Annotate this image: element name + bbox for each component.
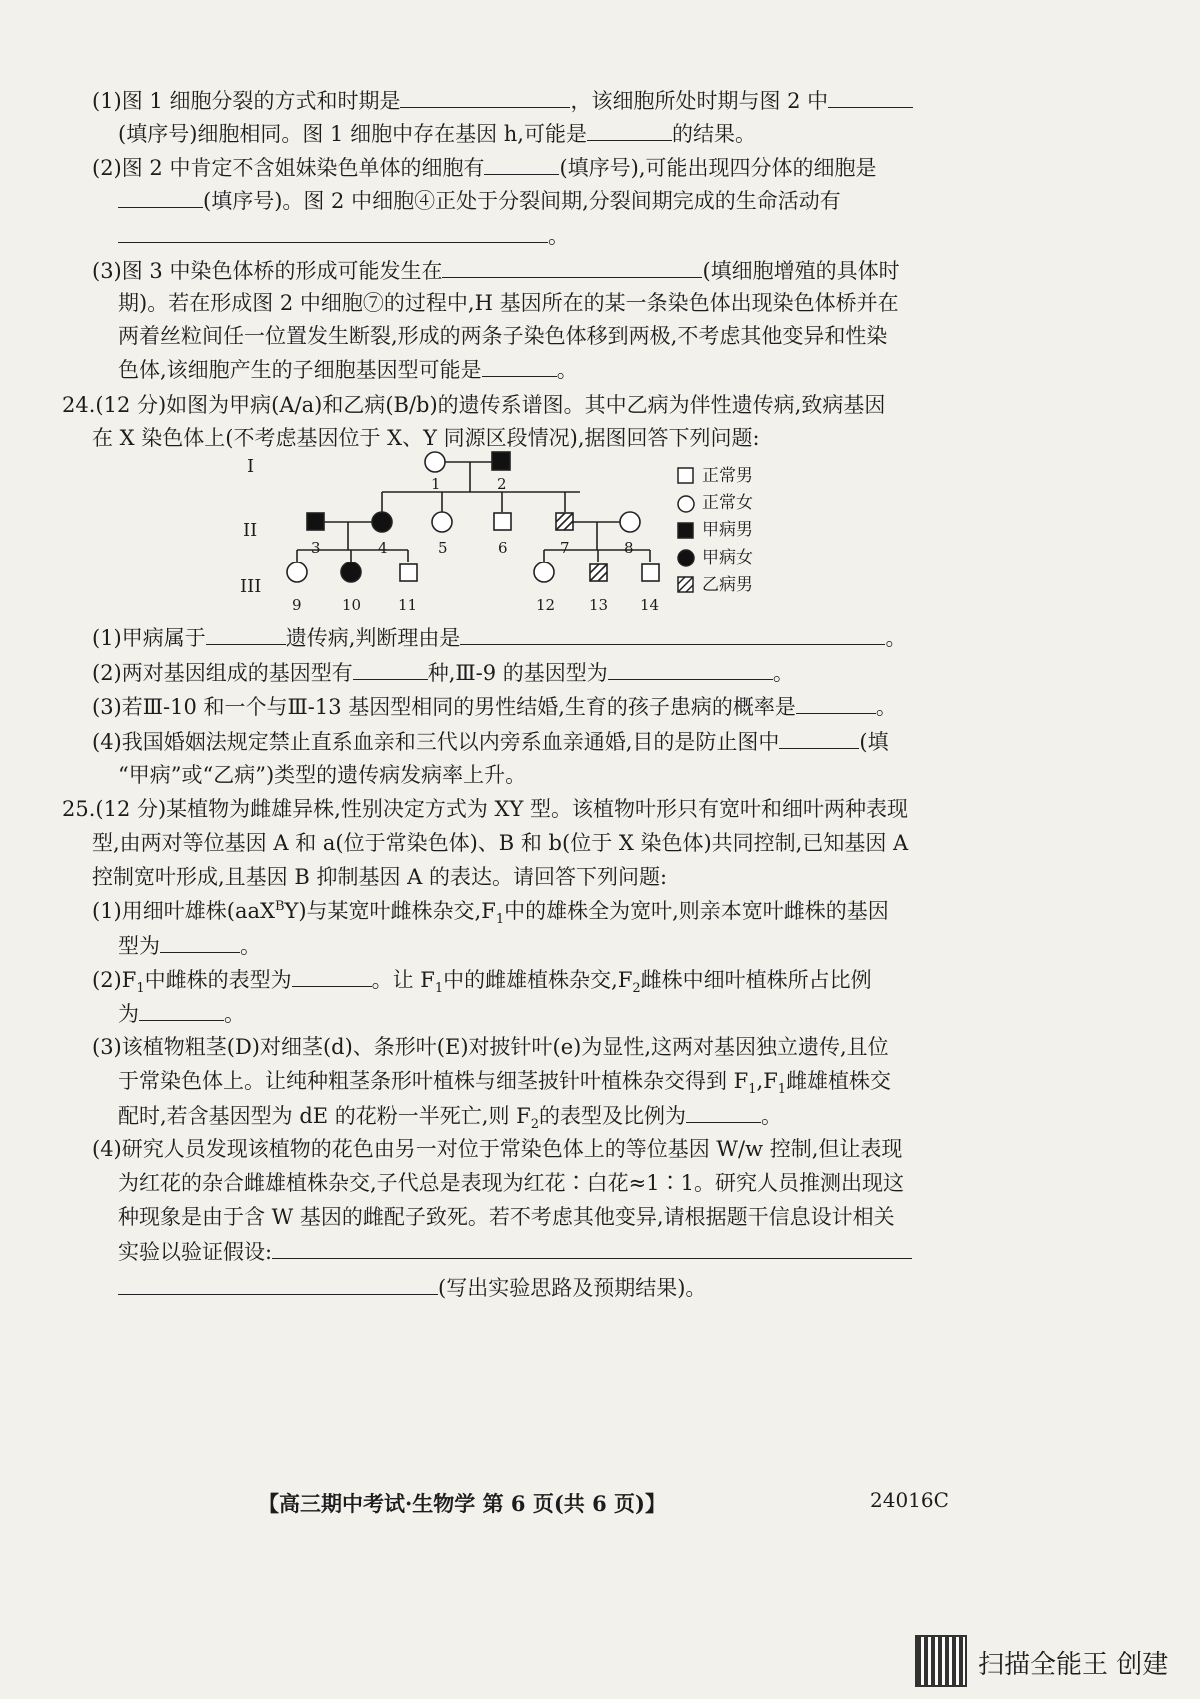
q25-sub-3-cont-1: 于常染色体上。让纯种粗茎条形叶植株与细茎披针叶植株杂交得到 $F_1,F_1$雌雄植株交 — [118, 1069, 892, 1098]
ind-label: 4 — [378, 539, 388, 557]
ind-label: 12 — [536, 596, 556, 614]
ind-label: 7 — [560, 539, 570, 557]
individual-III-9 — [287, 562, 307, 582]
individual-II-8 — [620, 512, 640, 532]
q25-sub-1-cont: 型为 。 — [118, 930, 261, 961]
individual-II-6 — [494, 513, 511, 530]
q24-sub-1: (1)甲病属于 遗传病,判断理由是 。 — [92, 622, 906, 653]
q23-line-5: 。 — [118, 220, 569, 251]
q23-line-7: 期)。若在形成图 2 中细胞⑦的过程中,H 基因所在的某一条染色体出现染色体桥并在 — [118, 291, 899, 315]
q24-intro-2: 在 X 染色体上(不考虑基因位于 X、Y 同源区段情况),据图回答下列问题: — [92, 426, 760, 450]
q25-intro-2: 型,由两对等位基因 A 和 a(位于常染色体)、B 和 b(位于 X 染色体)共同控制,已知基因 A — [92, 831, 909, 855]
q23-line-1: (1)图 1 细胞分裂的方式和时期是 ，该细胞所处时期与图 2 中 — [92, 85, 913, 116]
ind-label: 1 — [431, 475, 441, 493]
q23-line-3: (2)图 2 中肯定不含姐妹染色单体的细胞有 (填序号),可能出现四分体的细胞是 — [92, 152, 877, 183]
q25-sub-3-cont-2: 配时,若含基因型为 dE 的花粉一半死亡,则 $F_2$的表型及比例为 。 — [118, 1100, 782, 1131]
legend-a-male-icon — [678, 523, 693, 538]
q23-line-9: 色体,该细胞产生的子细胞基因型可能是 。 — [118, 354, 578, 385]
ind-label: 14 — [640, 596, 660, 614]
q24-intro-1: 24.(12 分)如图为甲病(A/a)和乙病(B/b)的遗传系谱图。其中乙病为伴性遗传病,致病基因 — [62, 393, 886, 417]
individual-II-5 — [432, 512, 452, 532]
q25-sub-4-cont-3: 实验以验证假设: — [118, 1236, 912, 1267]
q25-sub-2: $(2)F_1$中雌株的表型为 。让 $F_1$中的雌雄植株杂交$,F_2$雌株中细叶植株所占比例 — [92, 964, 872, 995]
legend-label: 甲病女 — [702, 548, 753, 568]
individual-III-14 — [642, 564, 659, 581]
page-footer: 【高三期中考试·生物学 第 6 页(共 6 页)】 — [258, 1491, 666, 1516]
q24-sub-3: (3)若Ⅲ-10 和一个与Ⅲ-13 基因型相同的男性结婚,生育的孩子患病的概率是 。 — [92, 691, 897, 722]
legend-normal-female-icon — [678, 496, 694, 512]
ind-label: 10 — [342, 596, 362, 614]
gen-label-III: III — [240, 576, 262, 597]
legend-label: 甲病男 — [702, 520, 753, 540]
legend-symbols — [676, 466, 696, 606]
q25-sub-4-cont-2: 种现象是由于含 W 基因的雌配子致死。若不考虑其他变异,请根据题干信息设计相关 — [118, 1205, 895, 1229]
q24-sub-4-cont: “甲病”或“乙病”)类型的遗传病发病率上升。 — [118, 763, 527, 787]
ind-label: 5 — [438, 539, 448, 557]
q25-sub-2-cont: 为 。 — [118, 998, 245, 1029]
legend-a-female-icon — [678, 550, 694, 566]
q23-line-8: 两着丝粒间任一位置发生断裂,形成的两条子染色体移到两极,不考虑其他变异和性染 — [118, 324, 888, 348]
ind-label: 11 — [398, 596, 418, 614]
individual-III-11 — [400, 564, 417, 581]
ind-label: 8 — [624, 539, 634, 557]
gen-label-I: I — [247, 456, 255, 477]
ind-label: 13 — [589, 596, 609, 614]
qr-code-icon — [915, 1635, 967, 1687]
q25-sub-3: (3)该植物粗茎(D)对细茎(d)、条形叶(E)对披针叶(e)为显性,这两对基因独立遗传,且位 — [92, 1035, 889, 1059]
q25-sub-4-cont-1: 为红花的杂合雌雄植株杂交,子代总是表现为红花∶白花≈1∶1。研究人员推测出现这 — [118, 1171, 904, 1195]
legend-label: 正常女 — [702, 493, 753, 513]
gen-label-II: II — [243, 520, 258, 541]
legend-normal-male-icon — [678, 468, 693, 483]
legend-label: 正常男 — [702, 466, 753, 486]
scanner-watermark: 扫描全能王 创建 — [978, 1650, 1169, 1680]
q24-sub-4: (4)我国婚姻法规定禁止直系血亲和三代以内旁系血亲通婚,目的是防止图中 (填 — [92, 726, 889, 757]
q23-line-2: (填序号)细胞相同。图 1 细胞中存在基因 h,可能是 的结果。 — [118, 118, 756, 149]
individual-III-12 — [534, 562, 554, 582]
q25-intro-1: 25.(12 分)某植物为雌雄异株,性别决定方式为 XY 型。该植物叶形只有宽叶和细叶两种表现 — [62, 797, 909, 821]
ind-label: 2 — [497, 475, 507, 493]
q23-line-4: (填序号)。图 2 中细胞④正处于分裂间期,分裂间期完成的生命活动有 — [118, 185, 841, 216]
ind-label: 6 — [498, 539, 508, 557]
legend-label: 乙病男 — [702, 575, 753, 595]
individual-I-2 — [492, 452, 510, 470]
q24-sub-2: (2)两对基因组成的基因型有 种,Ⅲ-9 的基因型为 。 — [92, 657, 794, 688]
ind-label: 3 — [311, 539, 321, 557]
individual-II-3 — [307, 513, 324, 530]
q23-line-6: (3)图 3 中染色体桥的形成可能发生在 (填细胞增殖的具体时 — [92, 255, 900, 286]
individual-III-10 — [341, 562, 361, 582]
q25-sub-1: (1)用细叶雄株(aaX$^B$Y)与某宽叶雌株杂交$,F_1$中的雄株全为宽叶,则亲本宽叶雌株的基因 — [92, 899, 889, 928]
q25-intro-3: 控制宽叶形成,且基因 B 抑制基因 A 的表达。请回答下列问题: — [92, 865, 668, 889]
exam-code: 24016C — [870, 1488, 949, 1512]
q25-sub-4-cont-4: (写出实验思路及预期结果)。 — [118, 1272, 706, 1303]
individual-II-4 — [372, 512, 392, 532]
ind-label: 9 — [292, 596, 302, 614]
q25-sub-4: (4)研究人员发现该植物的花色由另一对位于常染色体上的等位基因 W/w 控制,但让表现 — [92, 1137, 903, 1161]
